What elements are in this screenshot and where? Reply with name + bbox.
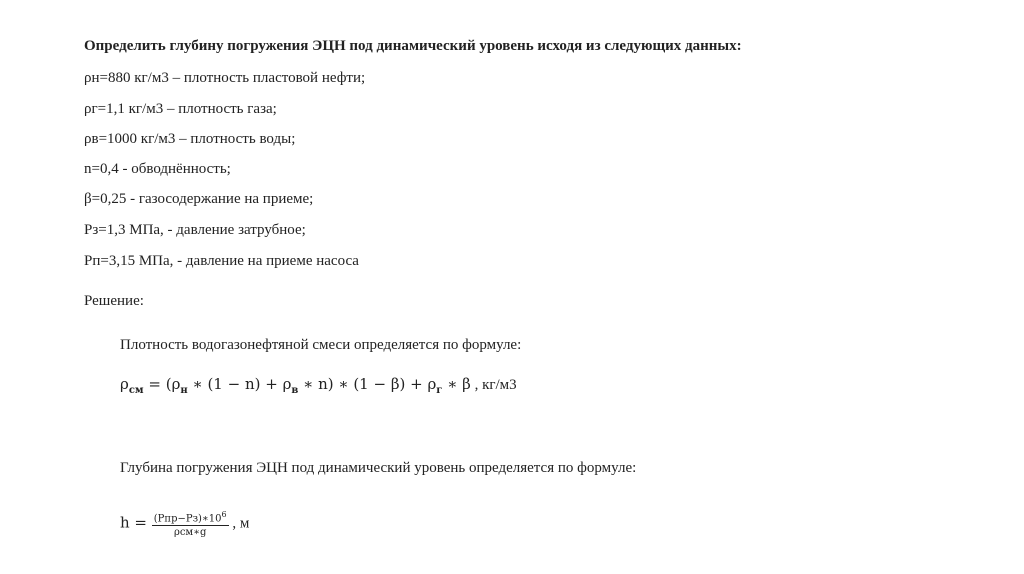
depth-fraction: [152, 508, 229, 539]
formula-part: ∗ n) ∗ (1 − β) + ρ: [298, 375, 437, 393]
density-intro: Плотность водогазонефтяной смеси определяется по формуле:: [120, 337, 522, 353]
param-gas-density: ρг=1,1 кг/м3 – плотность газа;: [84, 101, 277, 117]
mixture-density-formula: [120, 375, 517, 396]
solution-label: Решение:: [84, 293, 144, 309]
depth-formula: [120, 508, 249, 539]
formula-part: ∗ β: [442, 375, 471, 393]
fraction-denominator: ρсм∗g: [173, 527, 207, 539]
formula-part: ∗ (1 − n) + ρ: [187, 375, 292, 393]
param-oil-density: ρн=880 кг/м3 – плотность пластовой нефти;: [84, 70, 366, 86]
sub-cm: см: [128, 385, 144, 396]
param-water-density: ρв=1000 кг/м3 – плотность воды;: [84, 131, 296, 147]
formula-unit: , кг/м3: [470, 377, 517, 393]
exponent: 6: [221, 510, 227, 519]
formula-part: = (ρ: [143, 375, 181, 393]
formula-lhs: h =: [120, 513, 147, 532]
param-water-cut: n=0,4 - обводнённость;: [84, 161, 231, 177]
depth-intro: Глубина погружения ЭЦН под динамический уровень определяется по формуле:: [120, 460, 637, 476]
param-annulus-pressure: Рз=1,3 МПа, - давление затрубное;: [84, 222, 306, 238]
param-intake-pressure: Рп=3,15 МПа, - давление на приеме насоса: [84, 253, 359, 269]
sub-n: н: [180, 385, 188, 396]
sub-v: в: [291, 385, 299, 396]
numerator-text: (Pпр−Pз)∗10: [153, 513, 222, 525]
formula-unit: , м: [228, 515, 250, 532]
rho-symbol: ρ: [120, 375, 129, 393]
param-gas-content: β=0,25 - газосодержание на приеме;: [84, 191, 314, 207]
fraction-numerator: [152, 508, 229, 526]
sub-g: г: [436, 385, 443, 396]
task-title: Определить глубину погружения ЭЦН под динамический уровень исходя из следующих данных:: [84, 38, 742, 54]
